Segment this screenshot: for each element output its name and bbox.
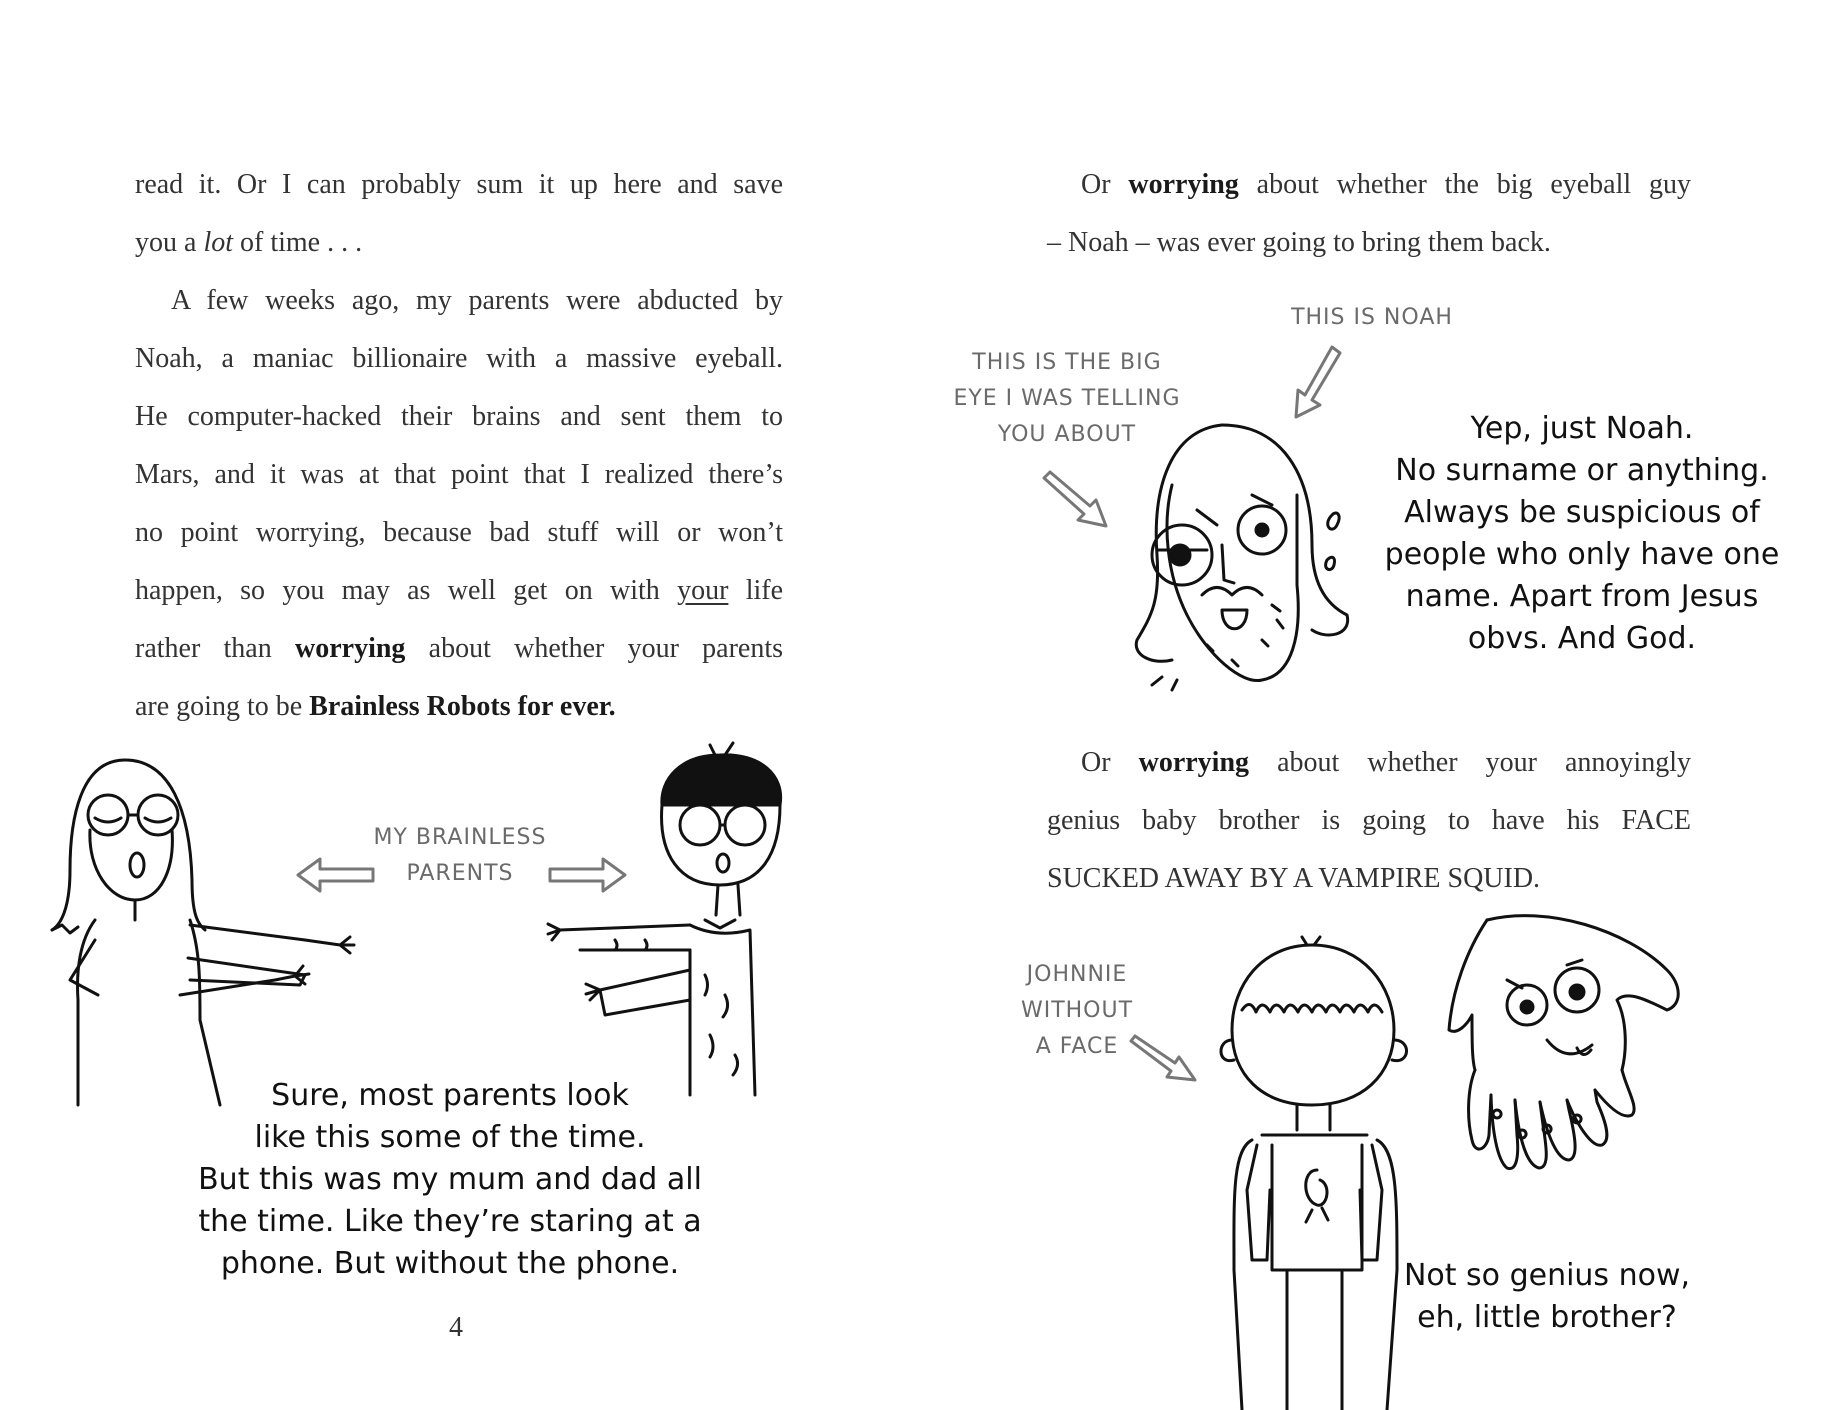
prose-line: rather than worrying about whether your parents [135, 633, 783, 664]
prose-line: are going to be Brainless Robots for ever. [135, 691, 616, 722]
caption-johnnie-without-face: JOHNNIE WITHOUT A FACE [1020, 962, 1134, 1059]
speech-caption-squid: Not so genius now, eh, little brother? [1403, 1258, 1691, 1335]
arrow-right-icon [548, 855, 628, 895]
page-number: 4 [449, 1312, 463, 1343]
prose-line: He computer-hacked their brains and sent them to [135, 401, 783, 432]
arrow-to-johnnie-icon [1129, 1035, 1199, 1085]
johnnie-illustration [1202, 940, 1442, 1410]
prose-line: you a lot of time . . . [135, 227, 363, 258]
caption-brainless-parents: MY BRAINLESS PARENTS [373, 825, 547, 886]
arrow-diagonal-icon [1042, 470, 1112, 530]
caption-this-is-noah: THIS IS NOAH [1291, 305, 1453, 330]
prose-line: read it. Or I can probably sum it up here and save [135, 169, 783, 200]
prose-line: – Noah – was ever going to bring them back. [1047, 227, 1551, 258]
prose-line: no point worrying, because bad stuff will or won’t [135, 517, 783, 548]
arrow-left-icon [295, 855, 375, 895]
prose-line: Mars, and it was at that point that I realized there’s [135, 459, 783, 490]
prose-line: genius baby brother is going to have his FACE [1047, 805, 1691, 836]
left-prose [135, 156, 783, 736]
right-prose-bottom [1047, 734, 1691, 908]
prose-line: Or worrying about whether the big eyeball guy [1081, 169, 1691, 200]
prose-line: happen, so you may as well get on with your life [135, 575, 784, 606]
caption-big-eye: THIS IS THE BIG EYE I WAS TELLING YOU ABOUT [953, 350, 1181, 447]
speech-caption-parents: Sure, most parents look like this some of the time. But this was my mum and dad all the time. Like they’re staring at a phone. But without the phone. [198, 1078, 702, 1281]
mum-illustration [40, 740, 400, 1120]
right-page [912, 0, 1823, 1399]
prose-line: Noah, a maniac billionaire with a massive eyeball. [135, 343, 783, 374]
squid-illustration [1427, 910, 1697, 1190]
noah-illustration [1112, 415, 1392, 705]
speech-caption-noah: Yep, just Noah. No surname or anything. Always be suspicious of people who only have one name. Apart from Jesus obvs. And God. [1384, 411, 1780, 656]
left-page [0, 0, 911, 1399]
prose-line: A few weeks ago, my parents were abducted by [171, 285, 783, 316]
dad-illustration [540, 735, 840, 1115]
right-prose-top [1047, 156, 1691, 272]
prose-line: Or worrying about whether your annoyingly [1081, 747, 1691, 778]
arrow-down-icon [1292, 345, 1342, 425]
prose-line: SUCKED AWAY BY A VAMPIRE SQUID. [1047, 863, 1541, 894]
